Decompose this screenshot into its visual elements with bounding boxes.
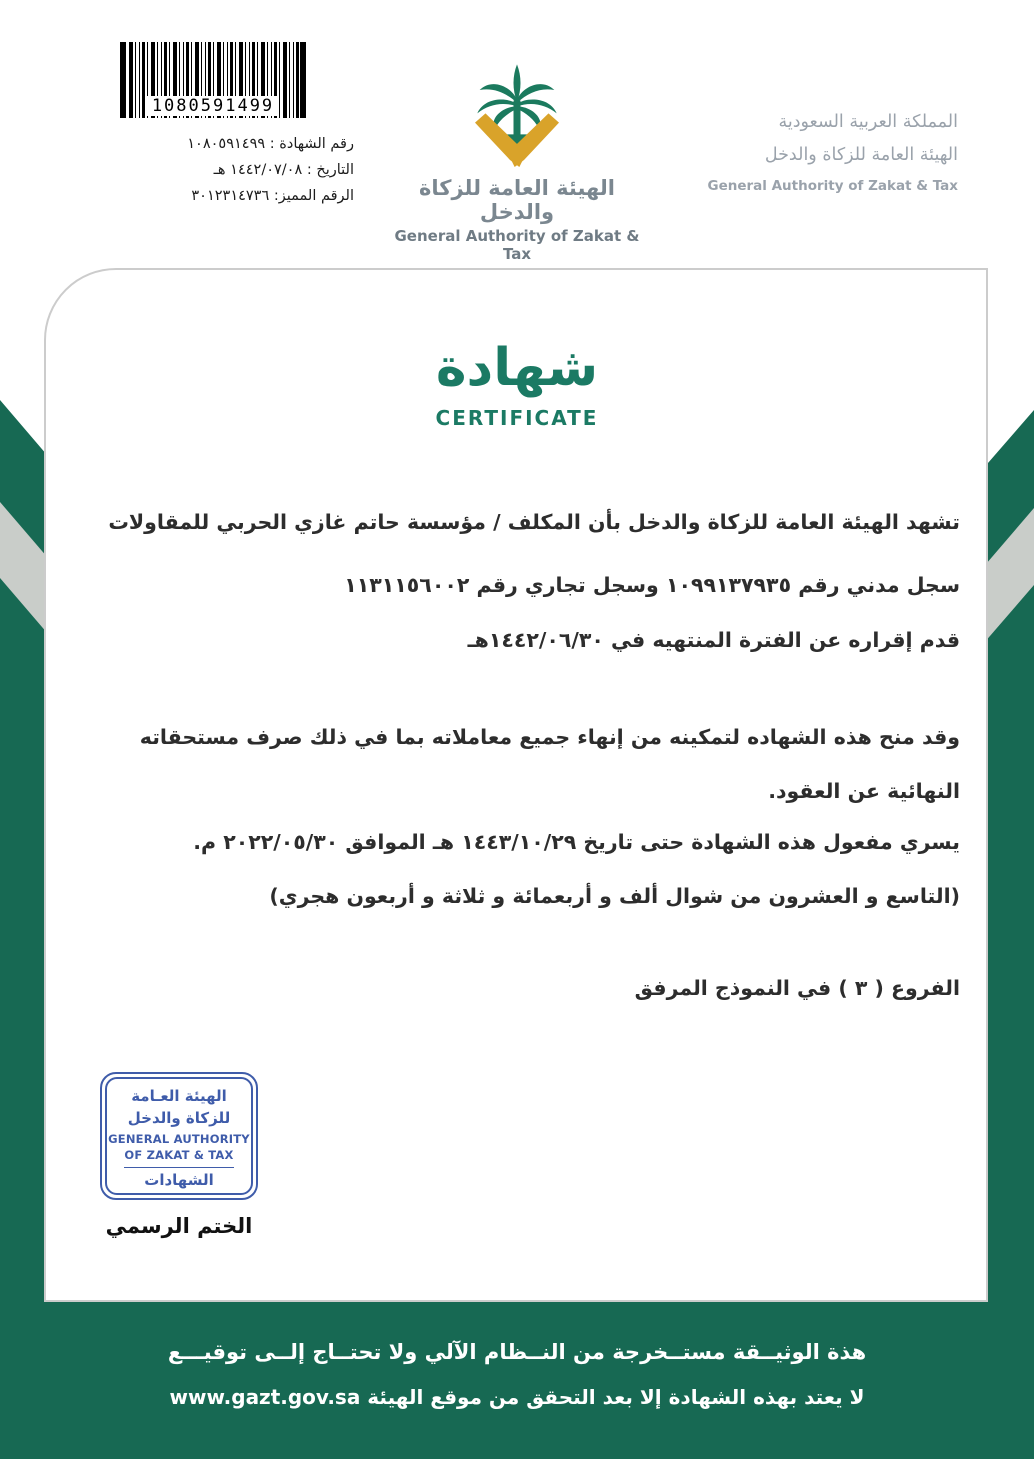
logo-name-arabic: الهيئة العامة للزكاة والدخل [418, 176, 616, 224]
logo-name-english: General Authority of Zakat & Tax [394, 227, 640, 263]
body-branches-line: الفروع ( ٣ ) في النموذج المرفق [634, 976, 960, 1000]
stamp-authority-ar-1: الهيئة العـامة [131, 1087, 227, 1105]
barcode [120, 42, 306, 118]
official-stamp [100, 1072, 258, 1200]
palm-and-crossed-swords-icon [458, 62, 576, 174]
authority-name-english: General Authority of Zakat & Tax [707, 177, 958, 194]
distinct-number-line: الرقم المميز: ٣٠١٢٣١٤٧٣٦ [191, 187, 354, 204]
barcode-guard-left [120, 42, 126, 118]
stamp-caption: الختم الرسمي [105, 1214, 253, 1238]
stamp-divider [124, 1167, 233, 1168]
certificate-title-arabic: شهادة [435, 338, 599, 398]
certificate-number-line: رقم الشهادة : ١٠٨٠٥٩١٤٩٩ [187, 136, 354, 152]
body-validity-line: يسري مفعول هذه الشهادة حتى تاريخ ١٤٤٣/١٠/٢٩ هـ الموافق ٢٠٢٢/٠٥/٣٠ م. [193, 830, 960, 854]
body-registry-line: سجل مدني رقم ١٠٩٩١٣٧٩٣٥ وسجل تجاري رقم ١١٣١١٥٦٠٠٢ [344, 573, 960, 597]
stamp-authority-en-1: GENERAL AUTHORITY [108, 1131, 250, 1146]
stamp-authority-en-2: OF ZAKAT & TAX [124, 1147, 234, 1162]
gazt-logo [392, 62, 642, 263]
certificate-title-english: CERTIFICATE [435, 406, 599, 430]
official-stamp-inner [105, 1077, 253, 1195]
body-grant-line-2: النهائية عن العقود. [768, 779, 960, 803]
body-taxpayer-line: تشهد الهيئة العامة للزكاة والدخل بأن المكلف / مؤسسة حاتم غازي الحربي للمقاولات [108, 510, 960, 534]
footer-verification-note: لا يعتد بهذه الشهادة إلا بعد التحقق من موقع الهيئة www.gazt.gov.sa [169, 1385, 865, 1409]
certificate-date-line: التاريخ : ١٤٤٢/٠٧/٠٨ هـ [213, 161, 354, 178]
barcode-guard-right [300, 42, 306, 118]
header-right-block [698, 106, 958, 199]
stamp-section-label: الشهادات [144, 1171, 214, 1190]
kingdom-name: المملكة العربية السعودية [778, 112, 958, 132]
body-period-line: قدم إقراره عن الفترة المنتهيه في ١٤٤٢/٠٦/٣٠هـ [467, 628, 960, 652]
footer-auto-generated-note: هذة الوثيــقة مستــخرجة من النــظام الآلي ولا تحتــاج إلــى توقيـــع [167, 1340, 867, 1364]
certificate-meta-block [118, 132, 354, 209]
body-validity-words-line: (التاسع و العشرون من شوال ألف و أربعمائة و ثلاثة و أربعون هجري) [269, 884, 960, 908]
authority-name-arabic: الهيئة العامة للزكاة والدخل [764, 145, 958, 166]
barcode-number: 1080591499 [147, 96, 279, 116]
body-grant-line: وقد منح هذه الشهاده لتمكينه من إنهاء جميع معاملاته بما في ذلك صرف مستحقاته [139, 725, 960, 749]
stamp-authority-ar-2: للزكاة والدخل [127, 1108, 231, 1127]
